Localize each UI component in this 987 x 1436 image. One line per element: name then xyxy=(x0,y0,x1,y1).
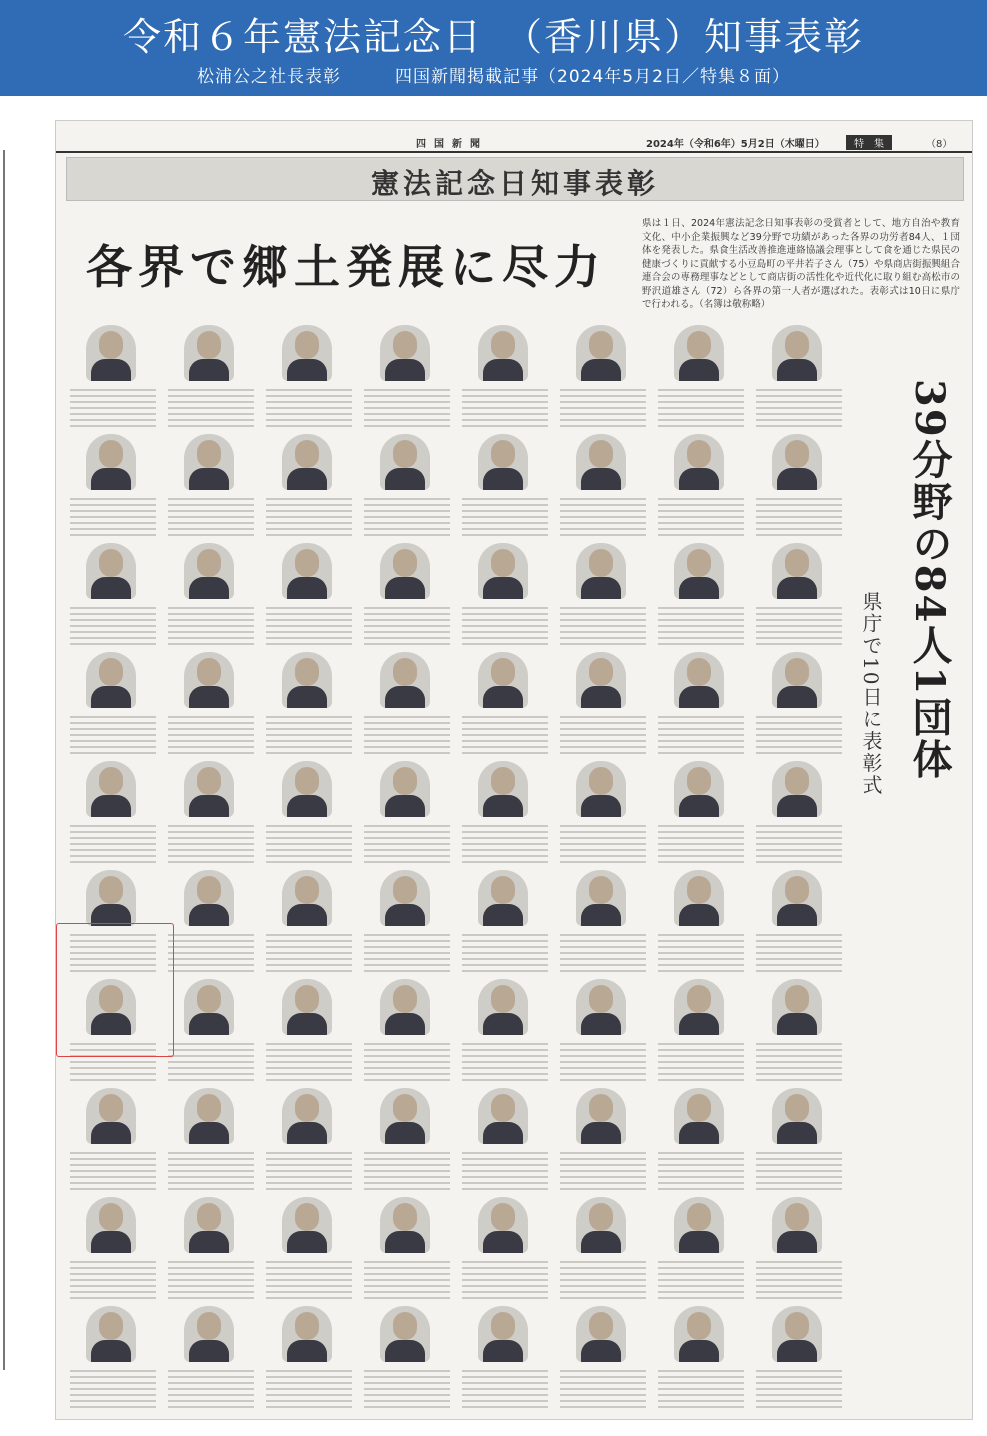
honoree-entry xyxy=(358,1084,456,1200)
honoree-portrait xyxy=(478,1088,528,1144)
honoree-row xyxy=(64,1193,850,1309)
honoree-text xyxy=(462,1148,548,1194)
honoree-portrait xyxy=(772,543,822,599)
honoree-portrait xyxy=(282,325,332,381)
honoree-entry xyxy=(260,1193,358,1309)
article-band xyxy=(66,157,964,201)
honoree-entry xyxy=(358,648,456,764)
honoree-text xyxy=(658,603,744,649)
honoree-portrait xyxy=(86,1197,136,1253)
honoree-entry xyxy=(456,321,554,437)
honoree-portrait xyxy=(282,652,332,708)
honoree-text xyxy=(658,1148,744,1194)
honoree-portrait xyxy=(576,870,626,926)
honoree-entry xyxy=(554,757,652,873)
honoree-text xyxy=(462,1257,548,1303)
honoree-entry xyxy=(260,321,358,437)
honoree-entry xyxy=(260,430,358,546)
honoree-text xyxy=(462,821,548,867)
honoree-entry xyxy=(358,539,456,655)
honoree-text xyxy=(462,1366,548,1412)
honoree-portrait xyxy=(184,1088,234,1144)
honoree-text xyxy=(756,821,842,867)
article-headline: 各界で郷土発展に尽力 xyxy=(86,240,606,294)
honoree-text xyxy=(756,1366,842,1412)
honoree-text xyxy=(70,1148,156,1194)
honoree-text xyxy=(266,930,352,976)
honoree-entry xyxy=(64,539,162,655)
honoree-portrait xyxy=(282,979,332,1035)
honoree-entry xyxy=(554,1084,652,1200)
honoree-portrait xyxy=(772,652,822,708)
honoree-portrait xyxy=(86,1306,136,1362)
honoree-text xyxy=(70,1257,156,1303)
banner-subtitle: 松浦公之社長表彰 四国新聞掲載記事（2024年5月2日／特集８面） xyxy=(197,67,790,87)
honoree-portrait xyxy=(576,325,626,381)
honoree-text xyxy=(364,930,450,976)
honoree-portrait xyxy=(478,652,528,708)
honoree-portrait xyxy=(478,761,528,817)
honoree-entry xyxy=(162,1084,260,1200)
honoree-portrait xyxy=(576,434,626,490)
honoree-text xyxy=(168,821,254,867)
honoree-portrait xyxy=(772,325,822,381)
honoree-portrait xyxy=(184,652,234,708)
honoree-portrait xyxy=(576,652,626,708)
honoree-portrait xyxy=(772,1197,822,1253)
honoree-text xyxy=(266,712,352,758)
honoree-portrait xyxy=(674,543,724,599)
honoree-text xyxy=(168,1257,254,1303)
honoree-row xyxy=(64,539,850,655)
vertical-headline: 39分野の84人1団体 xyxy=(906,379,953,781)
honoree-entry xyxy=(64,648,162,764)
honoree-portrait xyxy=(86,761,136,817)
honoree-portrait xyxy=(674,761,724,817)
honoree-portrait xyxy=(184,434,234,490)
honoree-entry xyxy=(64,1193,162,1309)
honoree-entry xyxy=(652,648,750,764)
honoree-entry xyxy=(64,1302,162,1418)
highlighted-honoree-frame xyxy=(56,923,174,1057)
honoree-portrait xyxy=(184,325,234,381)
honoree-entry xyxy=(750,1084,848,1200)
honoree-entry xyxy=(554,430,652,546)
honoree-portrait xyxy=(772,761,822,817)
honoree-row xyxy=(64,975,850,1091)
honoree-portrait xyxy=(380,434,430,490)
honoree-portrait xyxy=(184,543,234,599)
honoree-text xyxy=(70,385,156,431)
honoree-entry xyxy=(358,430,456,546)
honoree-entry xyxy=(260,975,358,1091)
honoree-text xyxy=(756,1257,842,1303)
article-band-title: 憲法記念日知事表彰 xyxy=(370,167,659,200)
honoree-entry xyxy=(358,321,456,437)
honoree-text xyxy=(364,1148,450,1194)
honoree-portrait xyxy=(674,325,724,381)
honoree-portrait xyxy=(380,761,430,817)
honoree-entry xyxy=(554,1302,652,1418)
honoree-text xyxy=(168,385,254,431)
honoree-text xyxy=(168,1148,254,1194)
honoree-portrait xyxy=(184,1197,234,1253)
honoree-text xyxy=(266,494,352,540)
honoree-portrait xyxy=(86,434,136,490)
honoree-text xyxy=(168,494,254,540)
honoree-text xyxy=(756,494,842,540)
honoree-entry xyxy=(358,1193,456,1309)
honoree-text xyxy=(658,385,744,431)
honoree-text xyxy=(658,494,744,540)
honoree-entry xyxy=(456,866,554,982)
honoree-row xyxy=(64,430,850,546)
honoree-text xyxy=(658,930,744,976)
honoree-entry xyxy=(260,1302,358,1418)
honoree-text xyxy=(70,821,156,867)
honoree-text xyxy=(70,712,156,758)
honoree-portrait xyxy=(576,1088,626,1144)
honoree-entry xyxy=(456,975,554,1091)
top-banner xyxy=(0,0,987,96)
honoree-portrait xyxy=(380,325,430,381)
honoree-entry xyxy=(750,539,848,655)
honoree-text xyxy=(168,1366,254,1412)
honoree-portrait xyxy=(772,1088,822,1144)
honoree-portrait xyxy=(478,870,528,926)
honoree-row xyxy=(64,648,850,764)
honoree-text xyxy=(560,385,646,431)
honoree-entry xyxy=(750,430,848,546)
honoree-entry xyxy=(750,648,848,764)
honoree-entry xyxy=(64,430,162,546)
honoree-portrait xyxy=(772,870,822,926)
honoree-entry xyxy=(162,866,260,982)
honoree-text xyxy=(266,385,352,431)
honoree-portrait xyxy=(184,870,234,926)
honoree-portrait xyxy=(282,1088,332,1144)
honoree-text xyxy=(364,385,450,431)
honoree-portrait xyxy=(674,1088,724,1144)
honoree-entry xyxy=(652,866,750,982)
honoree-text xyxy=(266,1039,352,1085)
honoree-text xyxy=(266,1148,352,1194)
honoree-entry xyxy=(162,1193,260,1309)
honoree-portrait xyxy=(282,1306,332,1362)
honoree-text xyxy=(364,603,450,649)
honoree-text xyxy=(364,712,450,758)
honoree-portrait xyxy=(674,870,724,926)
honoree-text xyxy=(364,1366,450,1412)
honoree-portrait xyxy=(478,1197,528,1253)
left-margin-line xyxy=(3,150,5,1370)
honoree-entry xyxy=(456,1302,554,1418)
honoree-entry xyxy=(456,430,554,546)
honoree-portrait xyxy=(380,1197,430,1253)
honoree-entry xyxy=(554,321,652,437)
honoree-text xyxy=(560,1366,646,1412)
honoree-portrait xyxy=(478,434,528,490)
honoree-row xyxy=(64,757,850,873)
honoree-text xyxy=(658,712,744,758)
honoree-portrait xyxy=(86,543,136,599)
paper-name: 四国新聞 xyxy=(416,139,488,150)
honoree-text xyxy=(756,712,842,758)
honoree-portrait xyxy=(380,652,430,708)
section-badge: 特 集 xyxy=(846,135,892,150)
honoree-portrait xyxy=(576,1306,626,1362)
honoree-portrait xyxy=(674,652,724,708)
honoree-text xyxy=(658,1257,744,1303)
honoree-entry xyxy=(554,866,652,982)
masthead xyxy=(56,135,973,153)
honoree-entry xyxy=(162,539,260,655)
honoree-text xyxy=(756,1039,842,1085)
honoree-portrait xyxy=(478,979,528,1035)
honoree-portrait xyxy=(86,325,136,381)
honoree-text xyxy=(560,1039,646,1085)
honoree-text xyxy=(462,385,548,431)
honoree-entry xyxy=(652,321,750,437)
honoree-text xyxy=(364,494,450,540)
honoree-entry xyxy=(750,321,848,437)
honoree-text xyxy=(756,385,842,431)
honoree-row xyxy=(64,1084,850,1200)
honoree-text xyxy=(462,1039,548,1085)
honoree-text xyxy=(364,821,450,867)
honoree-portrait xyxy=(184,1306,234,1362)
honoree-entry xyxy=(162,430,260,546)
honoree-entry xyxy=(260,866,358,982)
honoree-entry xyxy=(750,866,848,982)
honoree-portrait xyxy=(576,1197,626,1253)
honoree-text xyxy=(560,1148,646,1194)
honoree-row xyxy=(64,321,850,437)
honoree-portrait xyxy=(478,543,528,599)
honoree-text xyxy=(756,603,842,649)
honoree-entry xyxy=(162,321,260,437)
honoree-entry xyxy=(652,539,750,655)
honoree-entry xyxy=(554,1193,652,1309)
honoree-entry xyxy=(260,539,358,655)
honoree-portrait xyxy=(380,543,430,599)
honoree-entry xyxy=(358,1302,456,1418)
honoree-portrait xyxy=(576,979,626,1035)
honoree-text xyxy=(168,603,254,649)
honoree-text xyxy=(70,1366,156,1412)
honoree-portrait xyxy=(282,434,332,490)
honoree-portrait xyxy=(576,543,626,599)
banner-title: 令和６年憲法記念日 （香川県）知事表彰 xyxy=(122,15,864,59)
honoree-entry xyxy=(64,1084,162,1200)
honoree-entry xyxy=(162,757,260,873)
honoree-entry xyxy=(554,539,652,655)
honoree-text xyxy=(756,930,842,976)
honoree-entry xyxy=(652,1193,750,1309)
honoree-text xyxy=(70,494,156,540)
honoree-portrait xyxy=(282,543,332,599)
honoree-entry xyxy=(750,975,848,1091)
honoree-portrait xyxy=(86,1088,136,1144)
honoree-entry xyxy=(652,975,750,1091)
honoree-portrait xyxy=(184,979,234,1035)
honoree-text xyxy=(266,1366,352,1412)
issue-date: 2024年（令和6年）5月2日（木曜日） xyxy=(646,139,825,150)
honoree-text xyxy=(364,1257,450,1303)
honoree-entry xyxy=(456,757,554,873)
honoree-entry xyxy=(162,1302,260,1418)
honoree-portrait xyxy=(282,870,332,926)
honoree-text xyxy=(658,1366,744,1412)
honoree-portrait xyxy=(576,761,626,817)
honoree-entry xyxy=(358,975,456,1091)
honoree-entry xyxy=(652,757,750,873)
honoree-text xyxy=(560,930,646,976)
honoree-portrait xyxy=(380,979,430,1035)
honoree-portrait xyxy=(674,434,724,490)
honoree-entry xyxy=(652,1302,750,1418)
honoree-text xyxy=(266,603,352,649)
honoree-entry xyxy=(260,648,358,764)
honoree-entry xyxy=(358,757,456,873)
honoree-text xyxy=(462,494,548,540)
honoree-text xyxy=(658,821,744,867)
honoree-row xyxy=(64,1302,850,1418)
honoree-text xyxy=(266,821,352,867)
honoree-portrait xyxy=(380,1306,430,1362)
honoree-text xyxy=(168,930,254,976)
honoree-portrait xyxy=(478,1306,528,1362)
honoree-portrait xyxy=(674,979,724,1035)
honoree-portrait xyxy=(86,652,136,708)
honoree-portrait xyxy=(478,325,528,381)
honoree-entry xyxy=(162,975,260,1091)
honoree-text xyxy=(462,930,548,976)
honoree-portrait xyxy=(282,761,332,817)
honoree-entry xyxy=(554,975,652,1091)
honoree-portrait xyxy=(772,434,822,490)
honoree-entry xyxy=(64,321,162,437)
honoree-text xyxy=(756,1148,842,1194)
honoree-entry xyxy=(260,1084,358,1200)
vertical-subheadline: 県庁で10日に表彰式 xyxy=(859,591,883,797)
honoree-entry xyxy=(358,866,456,982)
honoree-entry xyxy=(456,1084,554,1200)
honoree-text xyxy=(658,1039,744,1085)
honoree-text xyxy=(266,1257,352,1303)
honoree-entry xyxy=(652,1084,750,1200)
honoree-text xyxy=(560,494,646,540)
honoree-text xyxy=(70,603,156,649)
article-lead: 県は１日、2024年憲法記念日知事表彰の受賞者として、地方自治や教育文化、中小企業振興など39分野で功績があった各界の功労者84人、１団体を発表した。県食生活改善推進連絡協議会理事として食を通じた県民の健康づくりに貢献する小豆島町の平井若子さん（75）や県商店街振興組合連合会の専務理事などとして商店街の活性化や近代化に取り組む高松市の野沢道雄さん（72）ら各界の第一人者が選ばれた。表彰式は10日に県庁で行われる。（名簿は敬称略） xyxy=(642,218,960,310)
newspaper-clipping xyxy=(55,120,973,1420)
honoree-portrait xyxy=(674,1306,724,1362)
honoree-text xyxy=(560,1257,646,1303)
honoree-entry xyxy=(750,1302,848,1418)
honoree-text xyxy=(168,1039,254,1085)
honoree-entry xyxy=(554,648,652,764)
honoree-entry xyxy=(456,1193,554,1309)
honoree-portrait xyxy=(380,1088,430,1144)
honoree-entry xyxy=(456,648,554,764)
honoree-portrait xyxy=(184,761,234,817)
honoree-text xyxy=(168,712,254,758)
honoree-text xyxy=(560,712,646,758)
honoree-portrait xyxy=(674,1197,724,1253)
honoree-portrait xyxy=(86,870,136,926)
page-number: （8） xyxy=(926,139,953,150)
honoree-text xyxy=(560,603,646,649)
honoree-entry xyxy=(64,757,162,873)
honoree-portrait xyxy=(380,870,430,926)
honoree-portrait xyxy=(282,1197,332,1253)
honoree-text xyxy=(364,1039,450,1085)
honoree-row xyxy=(64,866,850,982)
honoree-portrait xyxy=(772,1306,822,1362)
honoree-text xyxy=(560,821,646,867)
honoree-entry xyxy=(750,1193,848,1309)
honoree-entry xyxy=(162,648,260,764)
honoree-entry xyxy=(260,757,358,873)
honoree-entry xyxy=(652,430,750,546)
honoree-text xyxy=(462,712,548,758)
honoree-entry xyxy=(750,757,848,873)
honoree-portrait xyxy=(772,979,822,1035)
honoree-text xyxy=(462,603,548,649)
honoree-entry xyxy=(456,539,554,655)
